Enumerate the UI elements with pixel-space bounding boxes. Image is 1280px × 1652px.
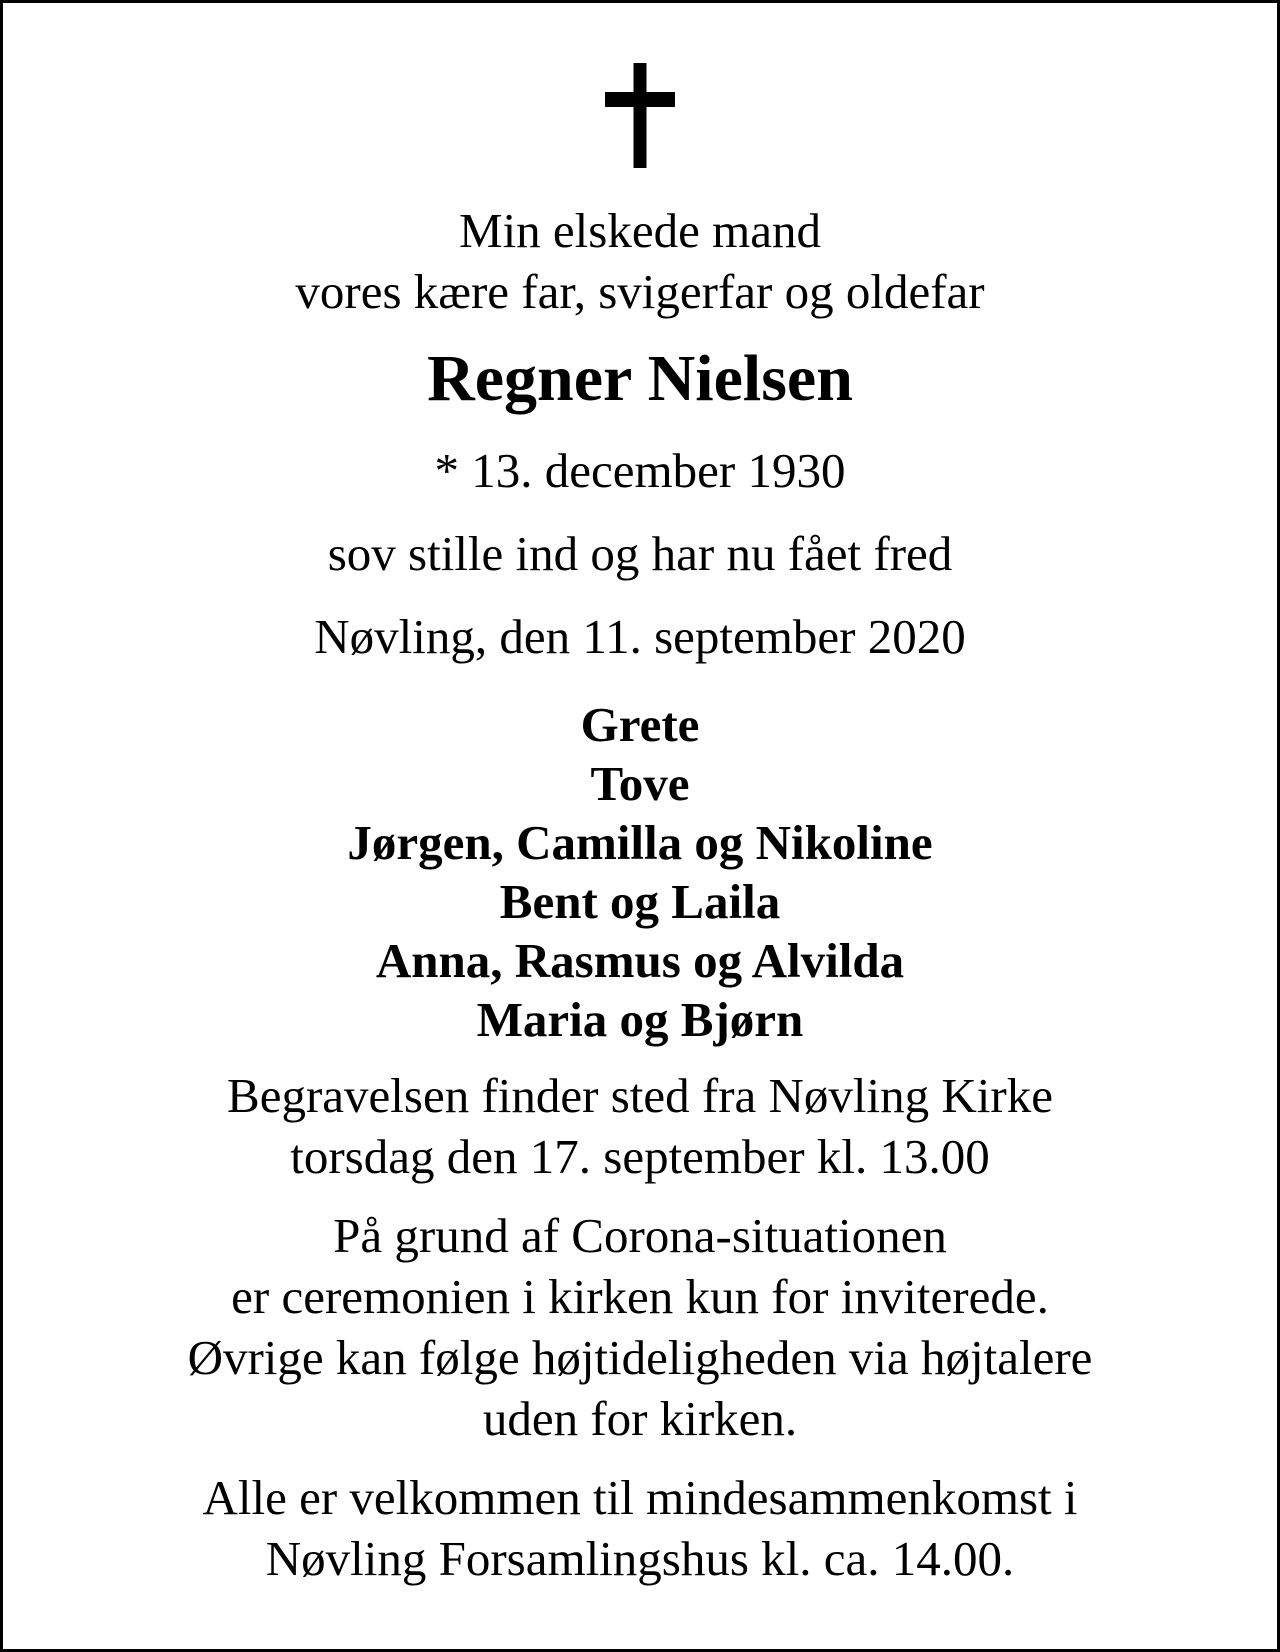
relation-line: Min elskede mand — [459, 203, 821, 258]
mourner-line: Grete — [580, 697, 700, 752]
reception-line: Nøvling Forsamlingshus kl. ca. 14.00. — [265, 1531, 1015, 1586]
mourner-line: Maria og Bjørn — [476, 992, 804, 1047]
relation-line: vores kære far, svigerfar og oldefar — [295, 264, 985, 319]
corona-line: Øvrige kan følge højtideligheden via højtalere — [187, 1330, 1093, 1385]
deceased-name: Regner Nielsen — [427, 342, 853, 415]
funeral-info — [3, 1065, 1277, 1187]
mourners-list — [3, 695, 1277, 1049]
intro-lines — [3, 200, 1277, 322]
corona-line: uden for kirken. — [482, 1391, 798, 1446]
death-line: sov stille ind og har nu fået fred — [327, 526, 953, 581]
reception-info — [3, 1467, 1277, 1589]
funeral-line: Begravelsen finder sted fra Nøvling Kirke — [227, 1068, 1053, 1123]
funeral-line: torsdag den 17. september kl. 13.00 — [290, 1129, 990, 1184]
corona-restrictions — [3, 1205, 1277, 1449]
mourner-line: Bent og Laila — [499, 874, 781, 929]
cross-icon — [3, 63, 1277, 168]
mourner-line: Anna, Rasmus og Alvilda — [375, 933, 905, 988]
place-date-line: Nøvling, den 11. september 2020 — [314, 609, 966, 664]
birth-date-line: * 13. december 1930 — [434, 443, 846, 498]
mourner-line: Tove — [590, 756, 690, 811]
reception-line: Alle er velkommen til mindesammenkomst i — [202, 1470, 1078, 1525]
mourner-line: Jørgen, Camilla og Nikoline — [347, 815, 933, 870]
corona-line: På grund af Corona-situationen — [333, 1208, 947, 1263]
corona-line: er ceremonien i kirken kun for inviterede. — [231, 1269, 1049, 1324]
